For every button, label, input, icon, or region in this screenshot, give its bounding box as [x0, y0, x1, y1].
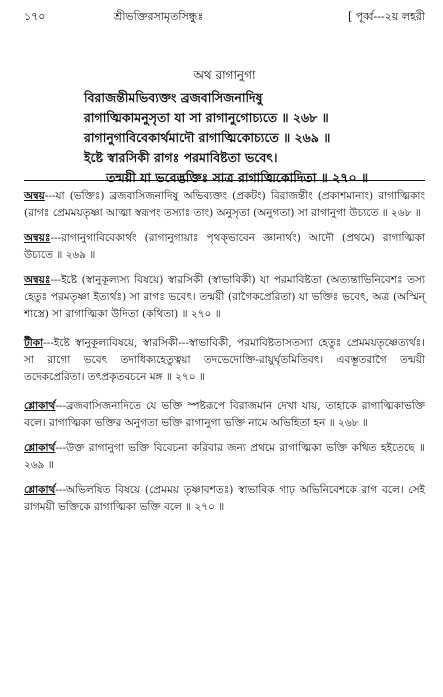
anvaya-text: ---যা (ভক্তিঃ) ব্রজবাসিজনাদিষু অভিব্যক্তং (প্রকটং) বিরাজন্তীং (প্রকাশমানাং) রাগাত্মিকাং (রাগঃ প্রেমময়তৃষ্ণা আত্মা স্বরূপং তস্যাঃ তাং) অনুসৃতা (অনুগতা) সা রাগানুগা উচ্যতে ॥ ২৬৮ ॥	[24, 190, 425, 219]
anvaya-label: অন্বয়ঃ	[24, 274, 51, 286]
verse-line: ইষ্টে স্বারসিকী রাগঃ পরমাবিষ্টতা ভবেৎ।	[84, 150, 278, 165]
anvaya-label: অন্বয়ঃ	[24, 232, 51, 244]
anvaya-paragraph	[24, 188, 425, 222]
anvaya-text: ---রাগানুগাবিবেকার্থং (রাগানুগায়াঃ পৃথক্‌ভাবেন জ্ঞানার্থং) আদৌ (প্রথমে) রাগাত্মিকা উচ্যতে ॥ ২৬৯ ॥	[24, 232, 425, 261]
sloka-label: শ্লোকার্থ	[24, 400, 56, 412]
book-title: শ্রীভক্তিরসামৃতসিন্ধুঃ	[114, 10, 204, 23]
sloka-meaning-paragraph	[24, 482, 425, 516]
page-header	[24, 8, 425, 26]
tika-text: ---ইষ্টে স্বানুকূল্যবিষয়ে, স্বারসিকী---স্বাভাবিকী, পরমাবিষ্টতাসতস্যা হেতুঃ প্রেমময়তৃষ্ণেত্যর্থঃ। সা রাগো ভবেৎ তদাধিক্যহেতুত্বয়া তদভেদোক্তি-রায়ুর্ঘৃতমিতিবৎ। এবম্ভূতরাগৈ তন্ময়ী তদেকপ্রেরিতা। তৎপ্রকৃতবচনে মঙ্গ ॥ ২৭০ ॥	[24, 337, 425, 383]
section-label: [ পূর্ব্ব---২য় লহরী	[348, 10, 425, 23]
section-divider	[24, 180, 425, 181]
verse-line: রাগাত্মিকামনুসৃতা যা সা রাগানুগোচ্যতে ॥ ২৬৮ ॥	[84, 110, 329, 125]
sloka-text: ---অভিলষিত বিষয়ে (প্রেমময় তৃষ্ণাবশতঃ) স্বাভাবিক গাঢ় অভিনিবেশকে রাগ বলে। সেই রাগময়ী ভক্তিকে রাগাত্মিকা ভক্তি বলে ॥ ২৭০ ॥	[24, 484, 425, 513]
sloka-text: ---ব্রজবাসিজনাদিতে যে ভক্তি স্পষ্টরূপে বিরাজমান দেখা যায়, তাহাকে রাগাত্মিকাভক্তি বলে। রাগাত্মিকা ভক্তির অনুগতা ভক্তি রাগানুগা ভক্তি নামে অভিহিতা হন ॥ ২৬৮ ॥	[24, 400, 425, 429]
anvaya-paragraph	[24, 230, 425, 264]
sloka-meaning-paragraph	[24, 398, 425, 432]
tika-paragraph	[24, 335, 425, 386]
page-number: ১৭০	[24, 10, 46, 23]
verse-heading: অথ রাগানুগা	[193, 68, 256, 82]
verse-line: তন্ময়ী যা ভবেদ্ভক্তিঃ সাত্র রাগাত্মিকোদিতা ॥ ২৭০ ॥	[106, 170, 369, 185]
verse-block	[24, 66, 425, 188]
tika-label: টীকা	[24, 337, 44, 349]
anvaya-paragraph	[24, 272, 425, 323]
anvaya-label: অন্বয়	[24, 190, 45, 202]
sloka-label: শ্লোকার্থ	[24, 484, 56, 496]
sloka-meaning-paragraph	[24, 440, 425, 474]
anvaya-text: ---ইষ্টে (স্বানুকূল্যস্য বিষয়ে) স্বারসিকী (স্বাভাবিকী) যা পরমাবিষ্টতা (অত্যন্তাভিনিবেশঃ তস্য হেতুঃ পরমতৃষ্ণা ইত্যর্থঃ) সা রাগঃ ভবেৎ। তন্ময়ী (রাগৈকপ্রেরিতা) যা ভক্তিঃ ভবেৎ, অত্র (অস্মিন্ শাস্ত্রে) সা রাগাত্মিকা উদিতা (কথিতা) ॥ ২৭০ ॥	[24, 274, 425, 320]
commentary-block	[24, 188, 425, 524]
verse-line: রাগানুগাবিবেকার্থমাদৌ রাগাত্মিকোচ্যতে ॥ ২৬৯ ॥	[84, 130, 331, 145]
sloka-label: শ্লোকার্থ	[24, 442, 56, 454]
sloka-text: ---উক্ত রাগানুগা ভক্তি বিবেচনা করিবার জন্য প্রথমে রাগাত্মিকা ভক্তি কথিত হইতেছে ॥ ২৬৯ ॥	[24, 442, 425, 471]
verse-line: বিরাজন্তীমভিব্যক্তং ব্রজবাসিজনাদিষু	[84, 90, 263, 105]
